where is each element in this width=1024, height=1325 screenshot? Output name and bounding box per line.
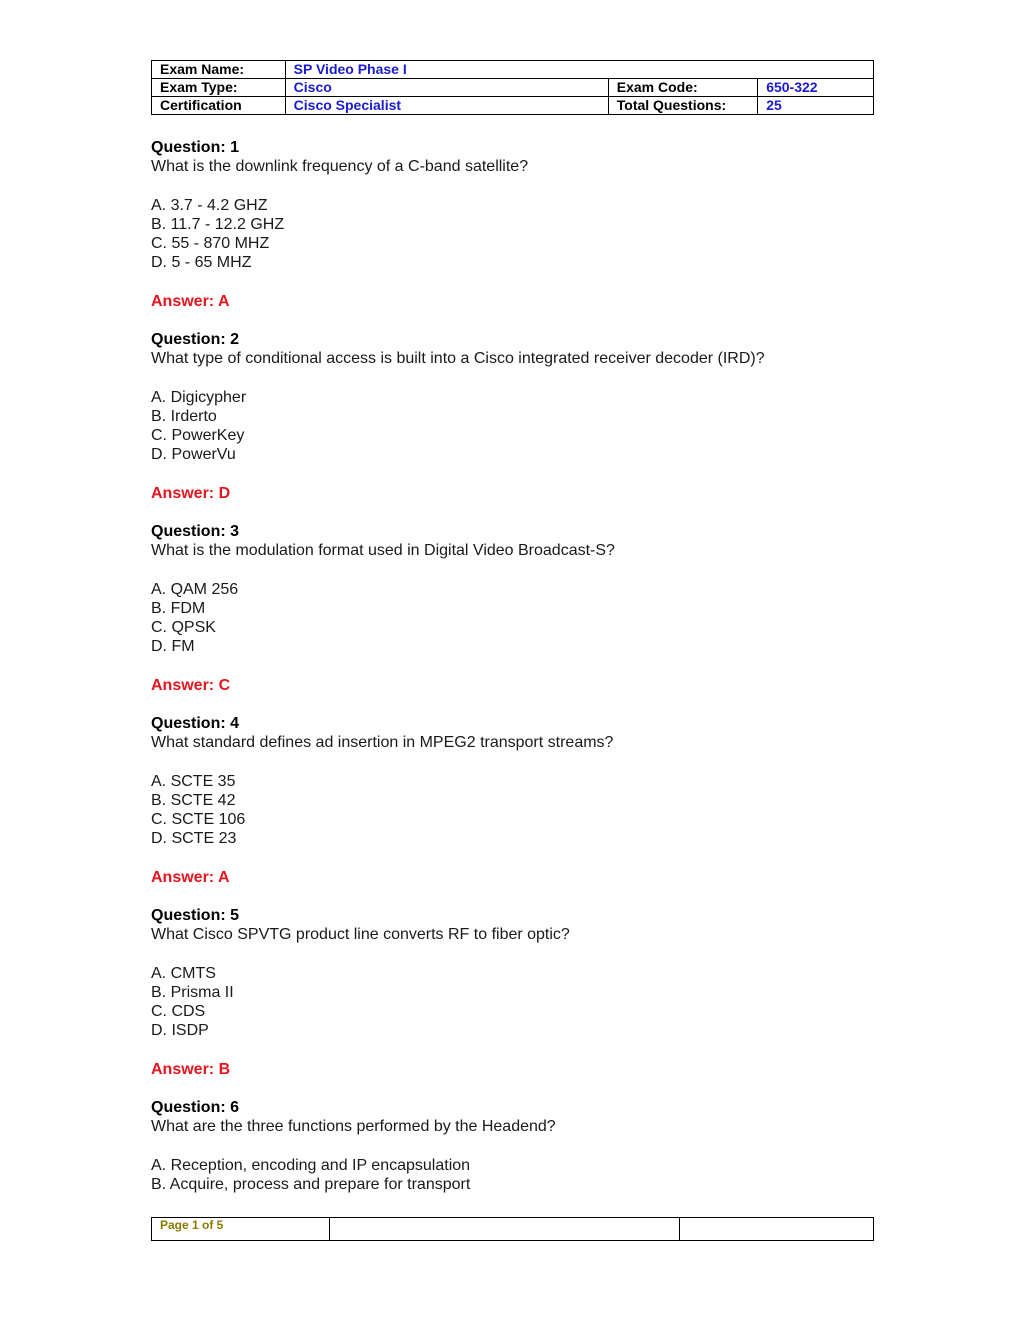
option: A. QAM 256 bbox=[151, 580, 239, 598]
option: C. CDS bbox=[151, 1002, 206, 1020]
footer-empty-cell bbox=[680, 1218, 874, 1241]
total-questions-label: Total Questions: bbox=[608, 97, 757, 115]
question-title: Question: 4 bbox=[151, 714, 240, 732]
option: A. Digicypher bbox=[151, 388, 247, 406]
options-list bbox=[151, 388, 874, 465]
exam-type-label: Exam Type: bbox=[152, 79, 286, 97]
page-footer-table bbox=[151, 1217, 874, 1241]
exam-name-row bbox=[152, 61, 874, 79]
footer-empty-cell bbox=[330, 1218, 680, 1241]
total-questions-value: 25 bbox=[758, 97, 874, 115]
question-block bbox=[151, 906, 874, 1079]
question-text: What are the three functions performed by the Headend? bbox=[151, 1118, 556, 1136]
options-list bbox=[151, 1156, 874, 1194]
exam-type-value: Cisco bbox=[285, 79, 608, 97]
exam-code-value: 650-322 bbox=[758, 79, 874, 97]
footer-row bbox=[152, 1218, 874, 1241]
answer-label: Answer: A bbox=[151, 292, 230, 310]
option: B. Acquire, process and prepare for transport bbox=[151, 1175, 471, 1193]
question-text: What is the downlink frequency of a C-band satellite? bbox=[151, 158, 529, 176]
question-title: Question: 1 bbox=[151, 139, 240, 156]
exam-name-label: Exam Name: bbox=[152, 61, 286, 79]
option: B. Prisma II bbox=[151, 983, 234, 1001]
certification-label: Certification bbox=[152, 97, 286, 115]
option: C. QPSK bbox=[151, 618, 216, 636]
option: B. FDM bbox=[151, 599, 206, 617]
question-text: What Cisco SPVTG product line converts RF to fiber optic? bbox=[151, 926, 570, 944]
question-title: Question: 3 bbox=[151, 522, 240, 540]
option: A. Reception, encoding and IP encapsulation bbox=[151, 1156, 471, 1174]
question-block bbox=[151, 1098, 874, 1194]
question-block bbox=[151, 522, 874, 695]
option: D. FM bbox=[151, 638, 195, 656]
options-list bbox=[151, 964, 874, 1041]
option: B. Irderto bbox=[151, 407, 217, 425]
option: C. SCTE 106 bbox=[151, 810, 246, 828]
option: B. 11.7 - 12.2 GHZ bbox=[151, 215, 285, 233]
question-text: What is the modulation format used in Digital Video Broadcast-S? bbox=[151, 542, 615, 560]
exam-info-table bbox=[151, 60, 874, 115]
option: D. ISDP bbox=[151, 1022, 209, 1040]
option: A. 3.7 - 4.2 GHZ bbox=[151, 196, 268, 214]
option: C. 55 - 870 MHZ bbox=[151, 235, 270, 252]
option: C. PowerKey bbox=[151, 426, 245, 444]
question-block bbox=[151, 330, 874, 503]
answer-label: Answer: B bbox=[151, 1060, 231, 1078]
answer-label: Answer: A bbox=[151, 868, 230, 886]
options-list bbox=[151, 580, 874, 657]
option: B. SCTE 42 bbox=[151, 791, 236, 809]
question-text: What type of conditional access is built into a Cisco integrated receiver decoder (IRD)? bbox=[151, 350, 765, 368]
option: A. SCTE 35 bbox=[151, 772, 236, 790]
certification-value: Cisco Specialist bbox=[285, 97, 608, 115]
answer-label: Answer: C bbox=[151, 676, 231, 694]
exam-name-value: SP Video Phase I bbox=[285, 61, 873, 79]
questions-list bbox=[151, 138, 874, 1213]
certification-row bbox=[152, 97, 874, 115]
option: A. CMTS bbox=[151, 964, 216, 982]
question-title: Question: 2 bbox=[151, 330, 240, 348]
question-title: Question: 6 bbox=[151, 1098, 240, 1116]
exam-type-row bbox=[152, 79, 874, 97]
options-list bbox=[151, 772, 874, 849]
option: D. 5 - 65 MHZ bbox=[151, 254, 252, 272]
question-block bbox=[151, 714, 874, 887]
page-number: Page 1 of 5 bbox=[152, 1218, 330, 1241]
answer-label: Answer: D bbox=[151, 484, 231, 502]
options-list bbox=[151, 196, 874, 273]
question-block bbox=[151, 138, 874, 311]
exam-code-label: Exam Code: bbox=[608, 79, 757, 97]
option: D. SCTE 23 bbox=[151, 830, 237, 848]
question-text: What standard defines ad insertion in MPEG2 transport streams? bbox=[151, 734, 614, 752]
question-title: Question: 5 bbox=[151, 906, 240, 924]
option: D. PowerVu bbox=[151, 446, 236, 464]
